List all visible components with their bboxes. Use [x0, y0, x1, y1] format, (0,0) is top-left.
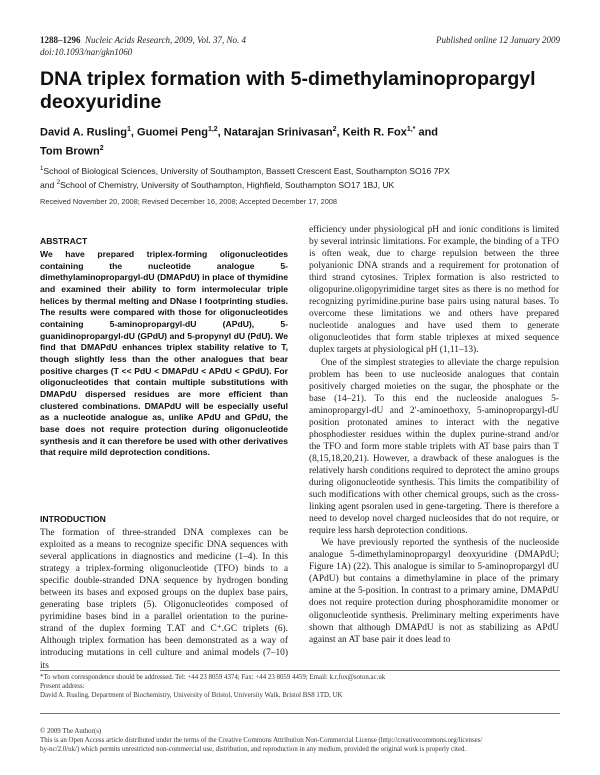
- running-header-left: [40, 34, 246, 46]
- introduction-text: [40, 527, 288, 672]
- copyright-block: [40, 727, 560, 754]
- published-date: Published online 12 January 2009: [436, 35, 560, 45]
- abstract-text: We have prepared triplex-forming oligonucleotides containing the nucleotide analogue 5-dimethylaminopropargyl-dU (DMAPdU) in place of thymidine and examined their ability to form intermolecular triple helices by thermal melting and DNase I footprinting studies. The results were compared with those for oligonucleotides containing 5-aminopropargyl-dU (APdU), 5-guanidinopropargyl-dU (GPdU) and 5-propynyl dU (PdU). We find that DMAPdU enhances triplex stability relative to T, though slightly less than the other analogues that bear positive charges (T << PdU < DMAPdU < APdU < GPdU). For oligonucleotides that contain multiple substitutions with DMAPdU dispersed residues are more efficient than clustered combinations. DMAPdU will be especially useful as a nucleotide analogue as, unlike APdU and GPdU, the base does not require protection during oligonucleotide synthesis and it can therefore be used with other derivatives that require mild deprotection conditions.: [40, 249, 288, 458]
- author-affil-marker: 1,2: [207, 126, 218, 133]
- received-dates: Received November 20, 2008; Revised December 16, 2008; Accepted December 17, 2008: [40, 197, 338, 206]
- license-line: This is an Open Access article distributed under the terms of the Creative Commons Attribution Non-Commercial License (http://creativecommons.org/licenses/: [40, 737, 483, 744]
- author-name: David A. Rusling: [40, 126, 127, 139]
- author-name: Natarajan Srinivasan: [223, 126, 333, 139]
- body-paragraph: We have previously reported the synthesis of the nucleoside analogue 5-dimethylaminopropargyl deoxyuridine (DMAPdU; Figure 1A) (22). This analogue is similar to 5-aminopropargyl dU (APdU) but contains a dimethylamine in place of the primary amine at the 5-position. In contrast to a primary amine, DMAPdU does not require protection during phosphoramidite monomer or oligonucleotide synthesis. Preliminary melting experiments have shown that although DMAPdU is not as stabilizing as APdU against an AT base pair it does lead to: [309, 538, 559, 645]
- article-title: DNA triplex formation with 5-dimethylaminopropargyl deoxyuridine: [40, 68, 536, 113]
- present-address: David A. Rusling, Department of Biochemistry, University of Bristol, University Walk, Bristol BS8 1TD, UK: [40, 692, 343, 699]
- right-column-text: [309, 224, 559, 646]
- journal-citation: Nucleic Acids Research, 2009, Vol. 37, No. 4: [85, 35, 246, 45]
- author-affil-marker: 1,*: [406, 126, 416, 133]
- author-affil-marker: 2: [99, 144, 104, 152]
- author-name: Tom Brown: [40, 145, 100, 158]
- affiliation-2: School of Chemistry, University of Southampton, Highfield, Southampton SO17 1BJ, UK: [60, 180, 395, 191]
- author-list: David A. Rusling$^1$, Guomei Peng$^{1,2}$, Natarajan Srinivasan$^2$, Keith R. Fox$^{1,*}$ and Tom Brown$^2$: [40, 126, 439, 158]
- corresponding-author-note: *To whom correspondence should be addressed. Tel: +44 23 8059 4374; Fax: +44 23 8059 4459; Email: k.r.fox@soton.ac.uk: [40, 674, 386, 681]
- author-affil-marker: 2: [332, 126, 337, 133]
- author-name: Guomei Peng: [137, 126, 208, 139]
- license-line: by-nc/2.0/uk/) which permits unrestricted non-commercial use, distribution, and reproduction in any medium, provided the original work is properly cited.: [40, 746, 467, 753]
- doi-line: doi:10.1093/nar/gkn1060: [40, 47, 133, 57]
- footnotes: [40, 673, 570, 700]
- author-name: Keith R. Fox: [342, 126, 407, 139]
- author-affil-marker: 1: [127, 126, 131, 133]
- affiliations: $^1$School of Biological Sciences, University of Southampton, Bassett Crescent East, Southampton SO16 7PX and $^2$School of Chemistry, University of Southampton, Highfield, Southampton SO17 1BJ, UK: [40, 165, 450, 191]
- introduction-paragraph: The formation of three-stranded DNA complexes can be exploited as a means to recognize specific DNA sequences with several applications in diagnostics and medicine (1–4). In this strategy a triplex-forming oligonucleotide (TFO) binds to a specific double-stranded DNA sequence by hydrogen bonding between its bases and exposed groups on the duplex base pairs, generating base triplets (5). Oligonucleotides composed of pyrimidine bases bind in a parallel orientation to the purine-strand of the duplex forming T.AT and C⁺.GC triplets (6). Although triplex formation has been demonstrated as a way of introducing mutations in cell culture and animal models (7–10) its: [40, 528, 288, 671]
- copyright-divider: [40, 713, 560, 714]
- footnote-divider: [40, 670, 560, 671]
- author-conjunction: and: [418, 126, 439, 139]
- affiliation-1: School of Biological Sciences, University of Southampton, Bassett Crescent East, Southampton SO16 7PX: [43, 165, 450, 176]
- page-range: 1288–1296: [40, 35, 81, 45]
- abstract-heading: ABSTRACT: [40, 236, 88, 246]
- introduction-heading: INTRODUCTION: [40, 514, 106, 524]
- body-paragraph: One of the simplest strategies to alleviate the charge repulsion problem has been to use nucleoside analogues that contain positively charged moieties on the sugar, the phosphate or the base (14–21). To this end the nucleoside analogues 5-aminopropargyl-dU and 2′-aminoethoxy, 5-aminopropargyl-dU position protonated amines to interact with the negative phosphodiester residues within the duplex purine-strand and/or the TFO and form more stable triplets with AT base pairs than T (8,15,18,20,21). However, a drawback of these analogues is the relatively harsh conditions required to deprotect the amino groups during oligonucleotide synthesis. This limits the compatibility of such modifications with other chemical groups, such as the cross-linking agent psoralen used in gene-targeting. There is therefore a need to develop novel charged nucleosides that do not require, or require less harsh deprotection conditions.: [309, 357, 559, 537]
- copyright-line: © 2009 The Author(s): [40, 728, 102, 735]
- body-paragraph: efficiency under physiological pH and ionic conditions is limited by several intrinsic limitations. For example, the binding of a TFO is often weak, due to charge repulsion between the three polyanionic DNA strands and a requirement for protonation of third strand cytosines. Triplex formation is also restricted to oligopurine.oligopyrimidine target sites as there is no method for recognizing pyrimidine.purine base pairs using natural bases. To overcome these limitations we and others have prepared nucleotide analogues and have used them to generate oligonucleotides that form stable triplexes at mixed sequence duplex targets at physiological pH (1,11–13).: [309, 225, 559, 356]
- present-address-heading: Present address:: [40, 683, 85, 690]
